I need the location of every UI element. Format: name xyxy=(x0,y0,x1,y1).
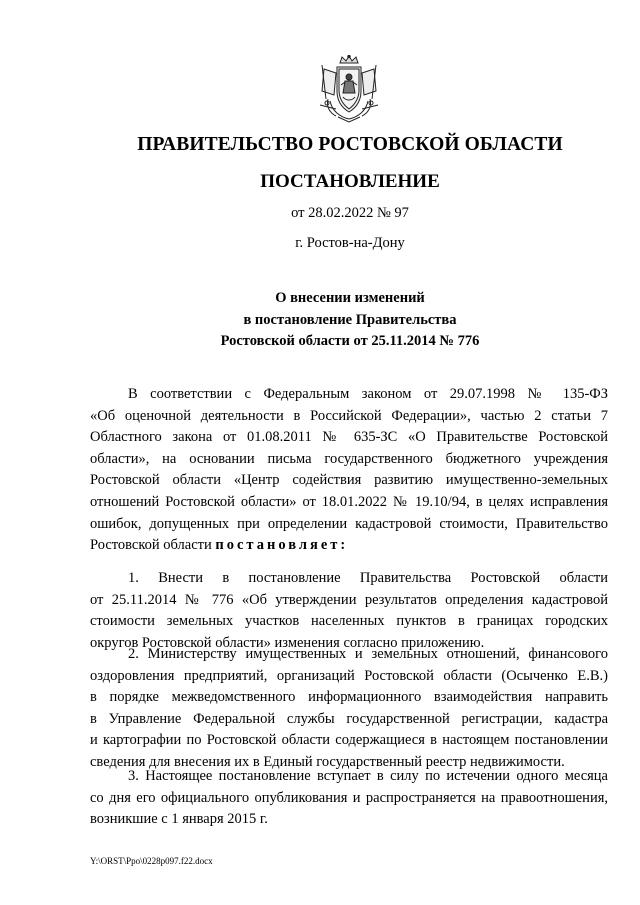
preamble-line: Ростовской области «Центр содействия развитию имущественно-земельных xyxy=(90,472,608,489)
preamble-paragraph xyxy=(90,384,608,557)
item-line: округов Ростовской области» изменения согласно приложению. xyxy=(90,634,485,651)
item-line: в порядке межведомственного информационного взаимодействия направить xyxy=(90,689,608,706)
item-line: 1. Внести в постановление Правительства Ростовской области xyxy=(128,570,608,586)
preamble-last-line xyxy=(90,535,608,557)
subject-line: в постановление Правительства xyxy=(243,311,457,328)
item-line: и картографии по Ростовской области содержащиеся в настоящем постановлении xyxy=(90,732,608,749)
preamble-last-prefix: Ростовской области xyxy=(90,537,212,554)
item-line: оздоровления предприятий, организаций Ростовской области (Осыченко Е.В.) xyxy=(90,667,608,684)
preamble-line: ошибок, допущенных при определении кадастровой стоимости, Правительство xyxy=(90,515,608,532)
document-subject xyxy=(0,288,640,353)
preamble-line: отношений Ростовской области» от 18.01.2022 № 19.10/94, в целях исправления xyxy=(90,493,608,510)
subject-line: О внесении изменений xyxy=(275,290,425,306)
item-line: 2. Министерству имущественных и земельных отношений, финансового xyxy=(128,646,608,662)
document-date-number: от 28.02.2022 № 97 xyxy=(291,205,409,221)
item-line: от 25.11.2014 № 776 «Об утверждении результатов определения кадастровой xyxy=(90,591,608,608)
government-title: ПРАВИТЕЛЬСТВО РОСТОВСКОЙ ОБЛАСТИ xyxy=(137,134,563,155)
item-line: 3. Настоящее постановление вступает в силу по истечении одного месяца xyxy=(128,768,608,784)
item-1-paragraph xyxy=(90,568,608,654)
item-line: возникшие с 1 января 2015 г. xyxy=(90,811,268,828)
item-line: со дня его официального опубликования и распространяется на правоотношения, xyxy=(90,789,608,806)
preamble-line: «Об оценочной деятельности в Российской Федерации», частью 2 статьи 7 xyxy=(90,407,608,424)
item-line: стоимости земельных участков населенных пунктов в границах городских xyxy=(90,613,608,630)
document-city: г. Ростов-на-Дону xyxy=(295,235,405,251)
item-2-paragraph xyxy=(90,644,608,774)
decree-word: постановляет: xyxy=(215,537,349,554)
footer-file-path: Y:\ORST\Ppo\0228p097.f22.docx xyxy=(90,856,213,866)
preamble-line: области», на основании письма государственного бюджетного учреждения xyxy=(90,450,608,467)
item-line: сведения для внесения их в Единый государственный реестр недвижимости. xyxy=(90,753,565,770)
subject-line: Ростовской области от 25.11.2014 № 776 xyxy=(220,333,480,349)
document-type-title: ПОСТАНОВЛЕНИЕ xyxy=(260,171,440,192)
item-3-paragraph xyxy=(90,766,608,831)
item-line: в Управление Федеральной службы государственной регистрации, кадастра xyxy=(90,710,608,727)
preamble-line: Областного закона от 01.08.2011 № 635-ЗС «О Правительстве Ростовской xyxy=(90,429,608,446)
preamble-line: В соответствии с Федеральным законом от 29.07.1998 № 135-ФЗ xyxy=(128,386,608,402)
coat-of-arms-emblem-icon xyxy=(316,55,382,123)
